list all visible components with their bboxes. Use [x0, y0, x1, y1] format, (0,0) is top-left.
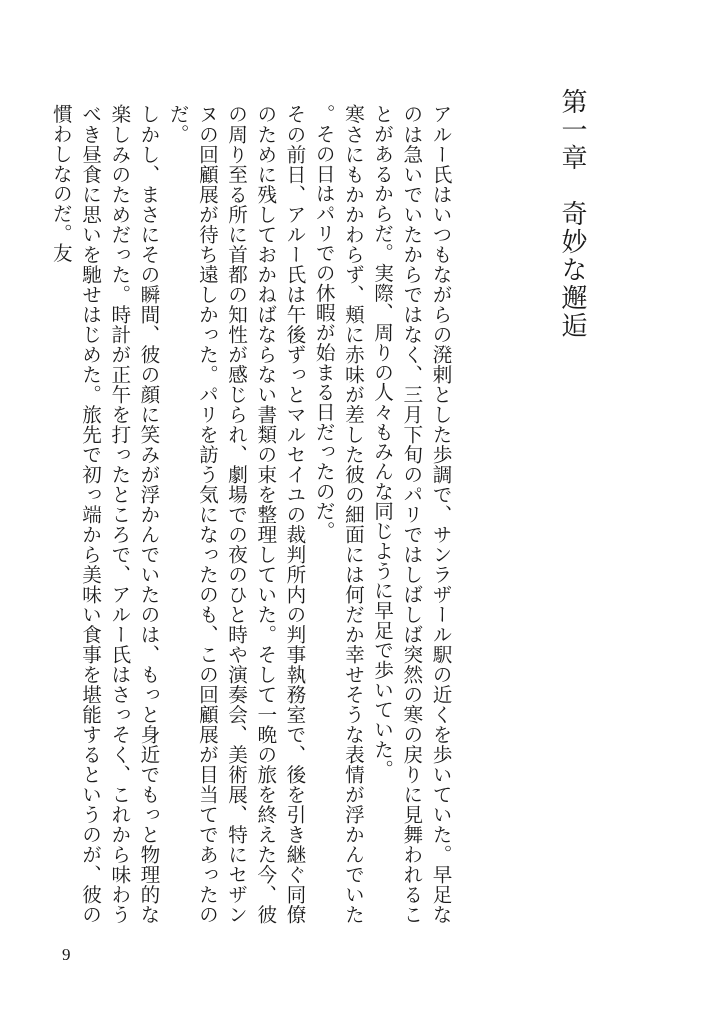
page-number: 9 [62, 945, 71, 964]
paragraph-3: その前日、アルー氏は午後ずっとマルセイユの裁判所内の判事執務室で、後を引き継ぐ同僚のために残しておかねばならない書類の束を整理していた。そして一晩の旅を終えた今、彼の周り至る所に首都の知性が感じられ、劇場での夜のひと時や演奏会、美術展、特にセザンヌの回顧展が待ち遠しかった。パリを訪う気になったのも、この回顧展が目当てであったのだ。 [166, 104, 306, 924]
paragraph-1: アルー氏はいつもながらの溌剌とした歩調で、サンラザール駅の近くを歩いていた。早足なのは急いでいたからではなく、三月下旬のパリではしばしば突然の寒の戻りに見舞われることがあるからだ。実際、周りの人々もみんな同じように早足で歩いていた。 [370, 104, 452, 924]
paragraph-2: 寒さにもかかわらず、頬に赤味が差した彼の細面には何だか幸せそうな表情が浮かんでいた。その日はパリでの休暇が始まる日だったのだ。 [312, 104, 365, 924]
chapter-title: 第一章 奇妙な邂逅 [557, 88, 587, 340]
paragraph-4: しかし、まさにその瞬間、彼の顔に笑みが浮かんでいたのは、もっと身近でもっと物理的な楽しみのためだった。時計が正午を打ったところで、アルー氏はさっそく、これから味わうべき昼食に思いを馳せはじめた。旅先で初っ端から美味い食事を堪能するというのが、彼の慣わしなのだ。友 [49, 104, 160, 924]
body-text [46, 104, 455, 924]
